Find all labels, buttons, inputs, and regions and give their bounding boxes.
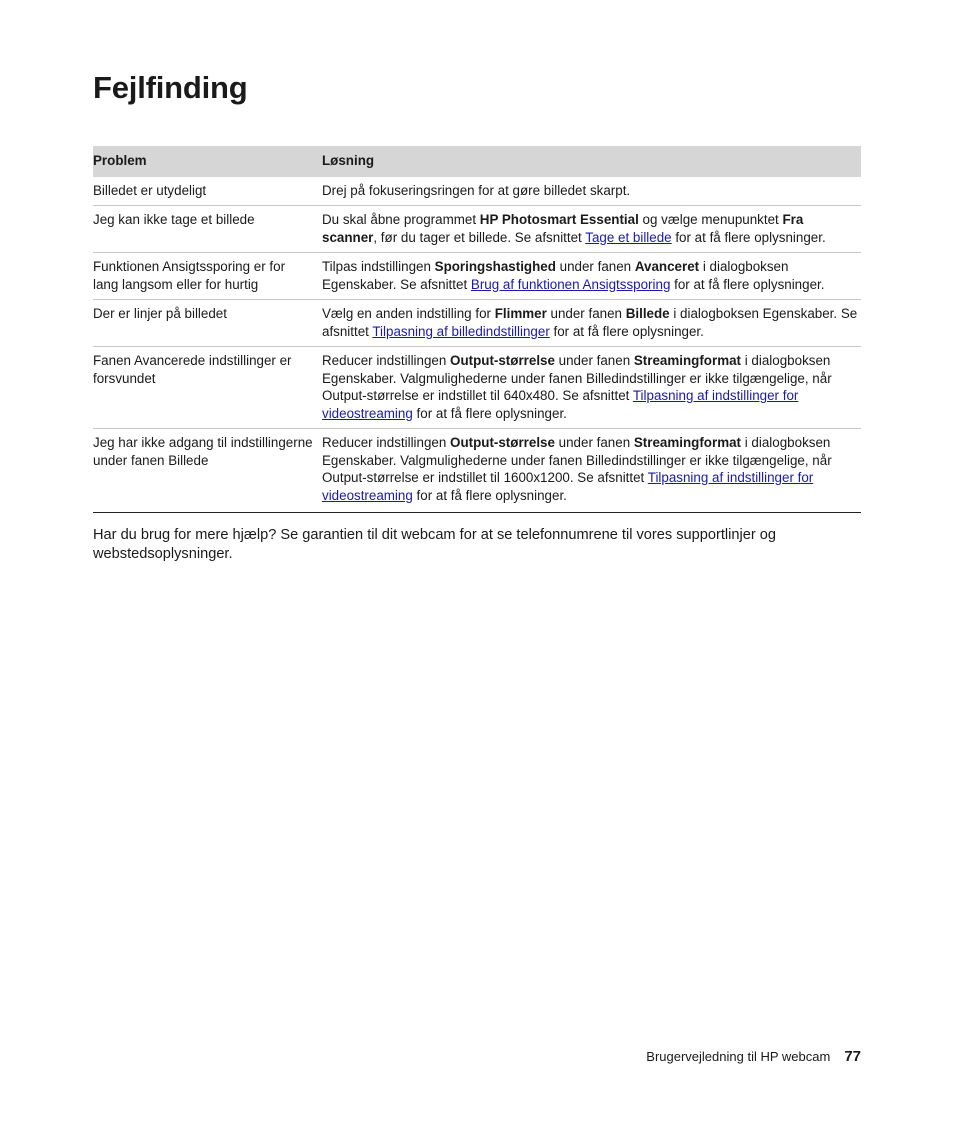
solution-cell — [322, 347, 861, 429]
page-title: Fejlfinding — [93, 70, 248, 105]
problem-cell: Jeg kan ikke tage et billede — [93, 206, 322, 253]
problem-cell: Funktionen Ansigtssporing er for lang langsom eller for hurtig — [93, 253, 322, 300]
table-row — [93, 177, 861, 206]
bold-term: Avanceret — [634, 259, 700, 274]
solution-text: , før du tager et billede. Se afsnittet — [373, 229, 586, 245]
section-link[interactable]: Tage et billede — [585, 229, 672, 245]
table-row — [93, 206, 861, 253]
table-row — [93, 300, 861, 347]
problem-cell: Jeg har ikke adgang til indstillingerne under fanen Billede — [93, 429, 322, 513]
solution-text: Du skal åbne programmet — [322, 212, 480, 227]
bold-term: Sporingshastighed — [434, 259, 556, 274]
section-link[interactable]: Tilpasning af indstillinger for videostreaming — [322, 388, 799, 421]
solution-text: i dialogboksen Egenskaber. Se afsnittet — [322, 259, 789, 292]
solution-text: for at få flere oplysninger. — [670, 276, 825, 292]
section-link[interactable]: Tilpasning af indstillinger for videostreaming — [322, 470, 814, 503]
bold-term: Streamingformat — [633, 435, 742, 450]
solution-text: i dialogboksen Egenskaber. Valgmulighederne under fanen Billedindstillinger er ikke tilgængelige, når Output-størrelse er indstillet til 1600x1200. Se afsnittet — [322, 435, 832, 485]
help-paragraph: Har du brug for mere hjælp? Se garantien til dit webcam for at se telefonnumrene til vores supportlinjer og webstedsoplysninger. — [93, 527, 777, 562]
solution-cell — [322, 177, 861, 206]
footer-guide-title: Brugervejledning til HP webcam — [646, 1049, 831, 1064]
solution-cell — [322, 429, 861, 513]
bold-term: Billede — [625, 306, 670, 321]
table-row — [93, 253, 861, 300]
bold-term: Streamingformat — [633, 353, 742, 368]
solution-text: i dialogboksen Egenskaber. Se afsnittet — [322, 306, 858, 339]
solution-text: og vælge menupunktet — [638, 212, 783, 227]
bold-term: Fra scanner — [322, 212, 804, 245]
solution-text: i dialogboksen Egenskaber. Valgmulighederne under fanen Billedindstillinger er ikke tilgængelige, når Output-størrelse er indstillet til 640x480. Se afsnittet — [322, 353, 832, 403]
solution-text: Reducer indstillingen — [322, 435, 451, 450]
solution-text: for at få flere oplysninger. — [549, 323, 704, 339]
solution-cell — [322, 300, 861, 347]
solution-text: Tilpas indstillingen — [322, 259, 435, 274]
section-link[interactable]: Tilpasning af billedindstillinger — [372, 323, 550, 339]
page-number: 77 — [844, 1048, 861, 1065]
problem-cell: Der er linjer på billedet — [93, 300, 322, 347]
column-header-problem: Problem — [93, 146, 322, 177]
solution-text: for at få flere oplysninger. — [671, 229, 826, 245]
table-row — [93, 429, 861, 513]
column-header-solution: Løsning — [322, 146, 861, 177]
solution-text: under fanen — [554, 435, 634, 450]
solution-text: Drej på fokuseringsringen for at gøre billedet skarpt. — [322, 182, 631, 198]
solution-text: for at få flere oplysninger. — [412, 487, 567, 503]
bold-term: Output-størrelse — [450, 353, 555, 368]
bold-term: HP Photosmart Essential — [479, 212, 639, 227]
bold-term: Output-størrelse — [450, 435, 555, 450]
solution-text: Vælg en anden indstilling for — [322, 306, 495, 321]
solution-text: under fanen — [555, 259, 635, 274]
problem-cell: Billedet er utydeligt — [93, 177, 322, 206]
page-footer — [646, 1048, 861, 1065]
section-link[interactable]: Brug af funktionen Ansigtssporing — [470, 276, 671, 292]
bold-term: Flimmer — [494, 306, 547, 321]
solution-text: Reducer indstillingen — [322, 353, 451, 368]
problem-cell: Fanen Avancerede indstillinger er forsvundet — [93, 347, 322, 429]
solution-cell — [322, 253, 861, 300]
table-row — [93, 347, 861, 429]
solution-cell — [322, 206, 861, 253]
solution-text: for at få flere oplysninger. — [412, 405, 567, 421]
solution-text: under fanen — [546, 306, 626, 321]
solution-text: under fanen — [554, 353, 634, 368]
table-header-row — [93, 146, 861, 177]
troubleshooting-table — [93, 146, 861, 513]
